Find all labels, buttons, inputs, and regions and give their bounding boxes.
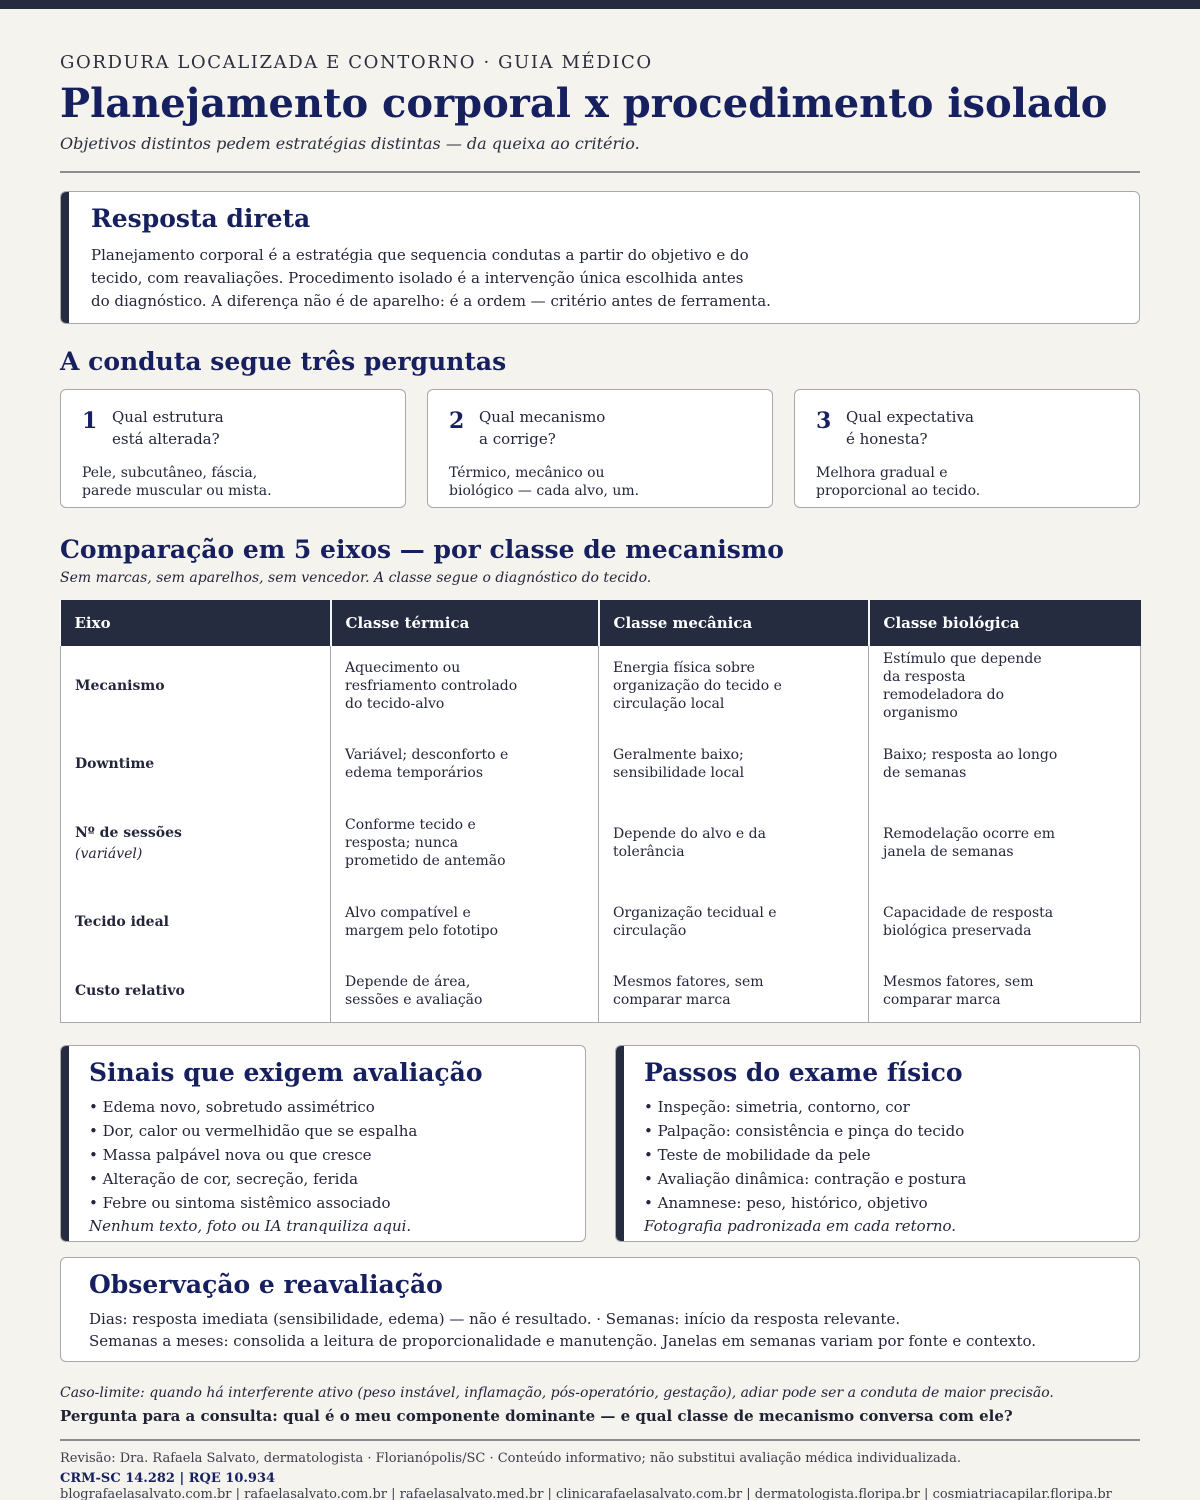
direct-answer-box [60, 191, 1140, 324]
cell-text: Mesmos fatores, sem comparar marca [613, 973, 764, 1008]
observation-heading: Observação e reavaliação [89, 1270, 443, 1299]
warning-signs-heading: Sinais que exigem avaliação [89, 1058, 483, 1087]
table-cell [331, 884, 599, 960]
footer-divider [60, 1439, 1140, 1441]
axis-label: Nº de sessões [75, 824, 182, 841]
axis-cell [61, 802, 331, 884]
direct-answer-heading: Resposta direta [91, 204, 311, 233]
warning-signs-footnote: Nenhum texto, foto ou IA tranquiliza aqui. [89, 1217, 412, 1235]
table-cell [331, 960, 599, 1022]
axis-cell [61, 884, 331, 960]
table-row [61, 802, 1141, 884]
cell-text: Variável; desconforto e edema temporários [345, 747, 509, 781]
cell-text: Organização tecidual e circulação [613, 905, 777, 939]
column-header: Eixo [61, 600, 331, 646]
axis-cell [61, 646, 331, 726]
question-desc-line: Térmico, mecânico ou [449, 465, 605, 481]
table-cell [869, 884, 1141, 960]
question-title-line: a corrige? [479, 430, 556, 448]
cell-text: Remodelação ocorre em janela de semanas [883, 826, 1056, 860]
crm-registration: CRM-SC 14.282 | RQE 10.934 [60, 1471, 276, 1486]
physical-exam-box [615, 1045, 1140, 1242]
physical-exam-footnote: Fotografia padronizada em cada retorno. [644, 1217, 957, 1235]
table-row [61, 726, 1141, 802]
table-cell [599, 960, 869, 1022]
question-desc-line: biológico — cada alvo, um. [449, 483, 640, 499]
question-title-line: está alterada? [112, 430, 220, 448]
axis-label: Custo relativo [75, 982, 185, 999]
direct-answer-line: tecido, com reavaliações. Procedimento isolado é a intervenção única escolhida antes [91, 269, 744, 287]
list-item: • Avaliação dinâmica: contração e postura [644, 1170, 967, 1188]
table-cell [331, 726, 599, 802]
table-cell [869, 960, 1141, 1022]
question-desc-line: Melhora gradual e [816, 465, 948, 481]
axis-cell [61, 960, 331, 1022]
table-row [61, 646, 1141, 726]
physical-exam-list [644, 1095, 966, 1215]
question-number: 3 [816, 408, 832, 434]
axis-cell [61, 726, 331, 802]
question-desc-line: Pele, subcutâneo, fáscia, [82, 465, 258, 481]
consult-question: Pergunta para a consulta: qual é o meu componente dominante — e qual classe de mecanismo conversa com ele? [60, 1407, 1013, 1425]
site-links: blografaelasalvato.com.br | rafaelasalvato.com.br | rafaelasalvato.med.br | clinicarafaelasalvato.com.br | dermatologista.floripa.br | cosmiatriacapilar.floripa.br [60, 1487, 1112, 1500]
list-item: • Teste de mobilidade da pele [644, 1146, 871, 1164]
question-card [427, 389, 773, 508]
list-item: • Febre ou sintoma sistêmico associado [89, 1194, 391, 1212]
list-item: • Dor, calor ou vermelhidão que se espalha [89, 1122, 418, 1140]
edge-case-note: Caso-limite: quando há interferente ativo (peso instável, inflamação, pós-operatório, gestação), adiar pode ser a conduta de maior precisão. [60, 1385, 1054, 1401]
question-desc-line: parede muscular ou mista. [82, 483, 272, 499]
table-cell [869, 802, 1141, 884]
question-desc [82, 464, 382, 500]
review-credit: Revisão: Dra. Rafaela Salvato, dermatologista · Florianópolis/SC · Conteúdo informativo; não substitui avaliação médica individualizada. [60, 1451, 961, 1466]
list-item: • Alteração de cor, secreção, ferida [89, 1170, 359, 1188]
physical-exam-heading: Passos do exame físico [644, 1058, 963, 1087]
question-desc [816, 464, 1116, 500]
cell-text: Conforme tecido e resposta; nunca prometido de antemão [345, 817, 506, 869]
question-desc [449, 464, 749, 500]
list-item: • Edema novo, sobretudo assimétrico [89, 1098, 375, 1116]
table-header-row [61, 600, 1141, 646]
question-card [794, 389, 1140, 508]
header-divider [60, 171, 1140, 173]
cell-text: Baixo; resposta ao longo de semanas [883, 747, 1058, 781]
cell-text: Mesmos fatores, sem comparar marca [883, 973, 1034, 1008]
column-header: Classe térmica [331, 600, 599, 646]
question-number: 2 [449, 408, 465, 434]
axis-label: Mecanismo [75, 678, 165, 694]
axis-note: (variável) [75, 845, 143, 862]
table-cell [869, 726, 1141, 802]
observation-line: Semanas a meses: consolida a leitura de proporcionalidade e manutenção. Janelas em semanas variam por fonte e contexto. [89, 1332, 1037, 1350]
question-title [479, 406, 739, 450]
observation-box [60, 1257, 1140, 1362]
question-title [846, 406, 1106, 450]
table-row [61, 884, 1141, 960]
direct-answer-text [91, 244, 771, 313]
table-cell [599, 726, 869, 802]
axis-label: Downtime [75, 756, 155, 772]
table-row [61, 960, 1141, 1022]
list-item: • Massa palpável nova ou que cresce [89, 1146, 372, 1164]
question-title-line: é honesta? [846, 430, 928, 448]
table-cell [599, 884, 869, 960]
question-desc-line: proporcional ao tecido. [816, 483, 981, 499]
cell-text: Aquecimento ou resfriamento controlado do tecido-alvo [345, 660, 518, 712]
cell-text: Geralmente baixo; sensibilidade local [613, 747, 745, 781]
question-title-line: Qual mecanismo [479, 408, 606, 426]
table-cell [331, 646, 599, 726]
direct-answer-line: do diagnóstico. A diferença não é de aparelho: é a ordem — critério antes de ferramenta. [91, 292, 771, 310]
table-cell [869, 646, 1141, 726]
axis-label: Tecido ideal [75, 914, 169, 930]
cell-text: Depende do alvo e da tolerância [613, 826, 766, 860]
question-title [112, 406, 372, 450]
warning-signs-box [60, 1045, 586, 1242]
comparison-heading: Comparação em 5 eixos — por classe de mecanismo [60, 535, 784, 564]
question-card [60, 389, 406, 508]
cell-text: Estímulo que depende da resposta remodeladora do organismo [883, 651, 1042, 721]
table-cell [331, 802, 599, 884]
kicker: GORDURA LOCALIZADA E CONTORNO · GUIA MÉDICO [60, 52, 653, 73]
list-item: • Palpação: consistência e pinça do tecido [644, 1122, 965, 1140]
table-cell [599, 646, 869, 726]
warning-signs-list [89, 1095, 417, 1215]
column-header: Classe mecânica [599, 600, 869, 646]
table-cell [599, 802, 869, 884]
question-title-line: Qual expectativa [846, 408, 974, 426]
list-item: • Anamnese: peso, histórico, objetivo [644, 1194, 928, 1212]
page-subtitle: Objetivos distintos pedem estratégias distintas — da queixa ao critério. [60, 134, 640, 153]
top-accent-bar [0, 0, 1200, 9]
questions-heading: A conduta segue três perguntas [60, 347, 507, 376]
page-title: Planejamento corporal x procedimento isolado [60, 80, 1108, 127]
cell-text: Capacidade de resposta biológica preservada [883, 905, 1054, 939]
cell-text: Energia física sobre organização do tecido e circulação local [613, 660, 782, 712]
comparison-table [60, 600, 1141, 1023]
direct-answer-line: Planejamento corporal é a estratégia que sequencia condutas a partir do objetivo e do [91, 246, 749, 264]
list-item: • Inspeção: simetria, contorno, cor [644, 1098, 910, 1116]
column-header: Classe biológica [869, 600, 1141, 646]
cell-text: Depende de área, sessões e avaliação [345, 973, 483, 1008]
cell-text: Alvo compatível e margem pelo fototipo [345, 905, 499, 939]
question-number: 1 [82, 408, 98, 434]
question-title-line: Qual estrutura [112, 408, 224, 426]
comparison-note: Sem marcas, sem aparelhos, sem vencedor. A classe segue o diagnóstico do tecido. [60, 570, 652, 586]
observation-line: Dias: resposta imediata (sensibilidade, edema) — não é resultado. · Semanas: início da resposta relevante. [89, 1310, 901, 1328]
